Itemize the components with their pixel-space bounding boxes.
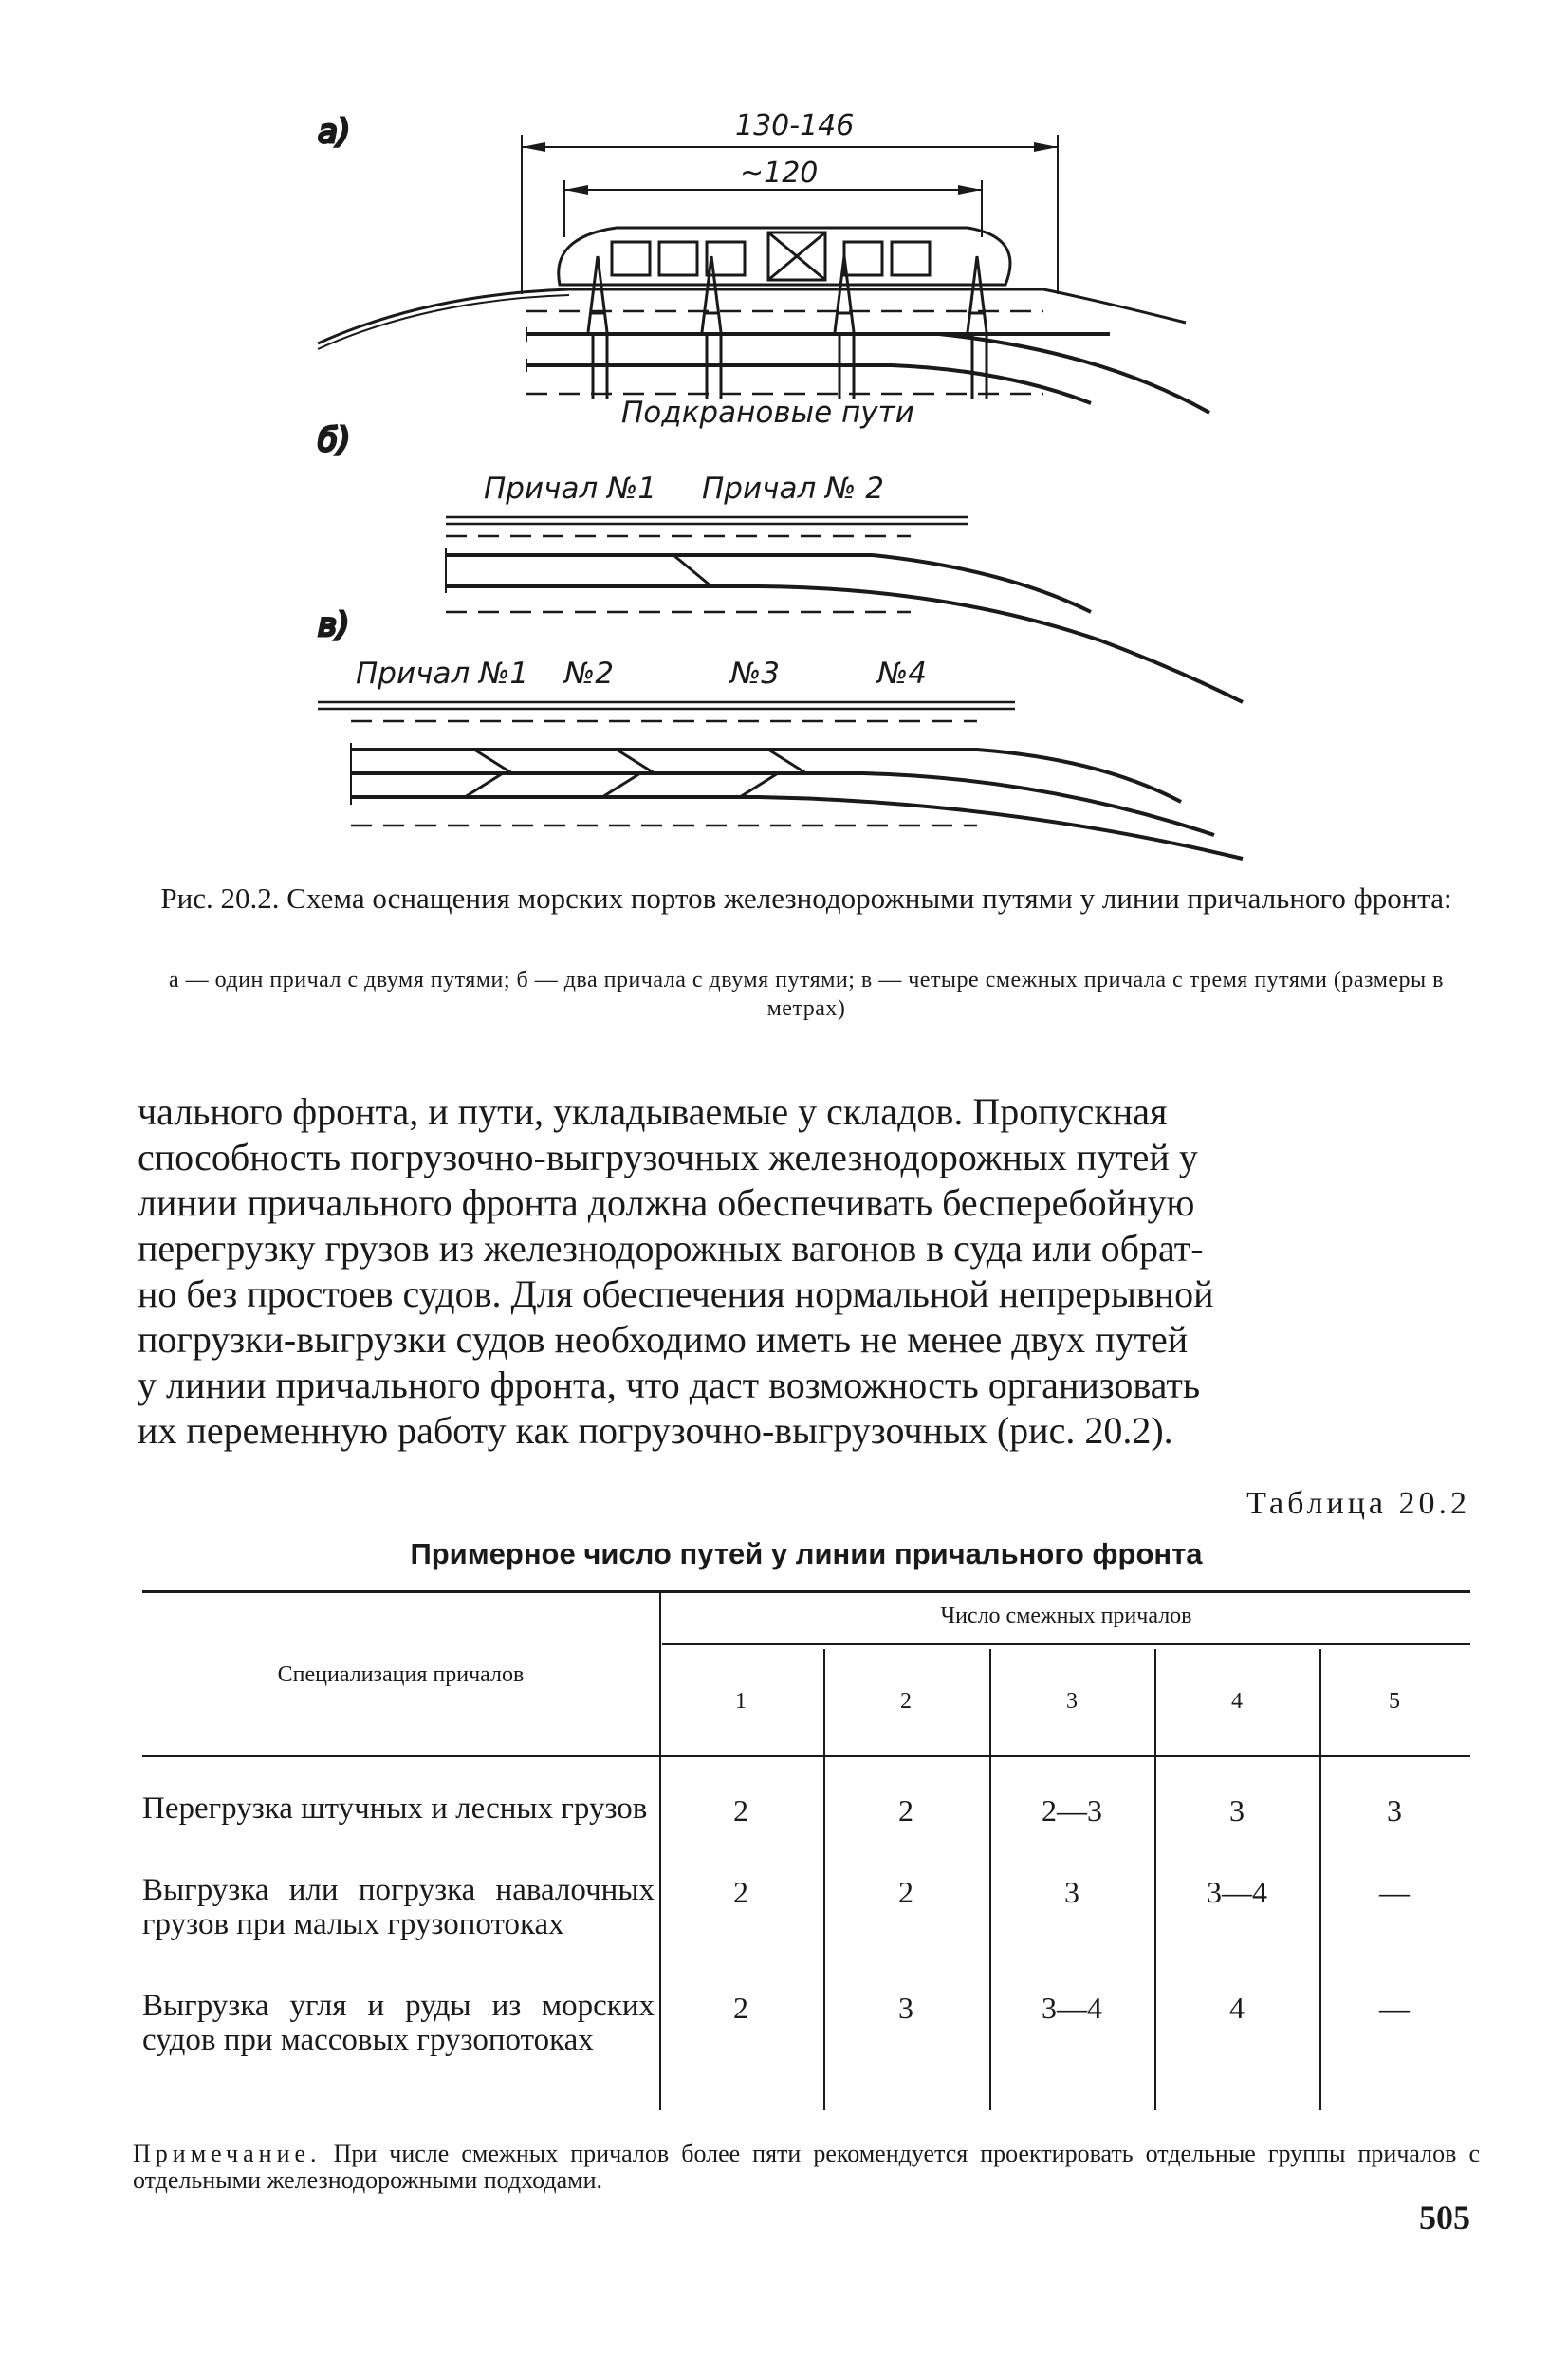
table-col-divider	[989, 1649, 991, 2110]
note-text: При числе смежных причалов более пяти рекомендуется проектировать отдельные группы причалов с отдельными железнодорожными подходами.	[133, 2140, 1480, 2194]
body-line: перегрузку грузов из железнодорожных вагонов в суда или обрат-	[138, 1227, 1204, 1270]
table-cell: —	[1379, 1875, 1410, 1909]
crane-tracks-label: Подкрановые пути	[621, 396, 914, 430]
table-col-divider	[823, 1649, 825, 2110]
figure-20-2	[285, 95, 1347, 930]
table-cell: —	[1379, 1991, 1410, 2025]
table-cell: 3—4	[1042, 1991, 1102, 2025]
header-col-3: 3	[1066, 1689, 1078, 1714]
body-line: у линии причального фронта, что даст возможность организовать	[138, 1364, 1201, 1406]
table-group-rule	[662, 1643, 1470, 1645]
row-label-piece-goods: Перегрузка штучных и лесных грузов	[142, 1791, 648, 1826]
table-cell: 3—4	[1207, 1875, 1267, 1909]
panel-label-v: в)	[318, 606, 350, 644]
table-col-divider	[1319, 1649, 1321, 2110]
figure-caption-legend: а — один причал с двумя путями; б — два причала с двумя путями; в — четыре смежных причала с тремя путями (размеры в метрах)	[169, 968, 1444, 1021]
table-cell: 2	[898, 1875, 913, 1909]
header-col-4: 4	[1231, 1689, 1243, 1714]
table-cell: 2	[733, 1875, 748, 1909]
panel-label-a: а)	[318, 113, 351, 151]
body-line: линии причального фронта должна обеспечивать бесперебойную	[138, 1181, 1195, 1224]
row-label-coal-ore: Выгрузка угля и руды из морских судов при массовых грузопотоках	[142, 1989, 655, 2057]
body-line: но без простоев судов. Для обеспечения нормальной непрерывной	[138, 1272, 1214, 1315]
body-paragraph	[138, 1089, 1466, 1454]
body-line: чального фронта, и пути, укладываемые у складов. Пропускная	[138, 1090, 1168, 1133]
table-cell: 3	[1229, 1793, 1245, 1828]
header-col-2: 2	[900, 1689, 912, 1714]
page-number: 505	[1419, 2199, 1470, 2236]
dim-outer-label: 130-146	[735, 109, 855, 142]
table-cell: 3	[898, 1991, 913, 2025]
table-cell: 2	[733, 1991, 748, 2025]
row-label-bulk-small: Выгрузка или погрузка навалочных грузов при малых грузопотоках	[142, 1873, 655, 1941]
table-cell: 2	[898, 1793, 913, 1828]
header-col-1: 1	[735, 1689, 747, 1714]
berth-v-4-label: №4	[877, 657, 927, 691]
body-line: погрузки-выгрузки судов необходимо иметь не менее двух путей	[138, 1318, 1189, 1361]
note-lead: Примечание.	[133, 2140, 322, 2167]
table-label: Таблица 20.2	[1246, 1486, 1470, 1521]
rail-scheme-diagram	[285, 95, 1347, 930]
header-adjacent-berths: Число смежных причалов	[940, 1604, 1192, 1628]
body-line: способность погрузочно-выгрузочных железнодорожных путей у	[138, 1136, 1198, 1178]
berth-v-2-label: №2	[564, 657, 614, 691]
table-title: Примерное число путей у линии причального фронта	[410, 1537, 1203, 1570]
table-cell: 2	[733, 1793, 748, 1828]
berth-v-1-label: Причал №1	[356, 657, 529, 691]
table-cell: 4	[1229, 1991, 1245, 2025]
figure-caption: Рис. 20.2. Схема оснащения морских портов железнодорожными путями у линии причального фронта:	[160, 881, 1452, 915]
table-cell: 3	[1064, 1875, 1079, 1909]
berth-v-3-label: №3	[730, 657, 780, 691]
berth-b-2-label: Причал № 2	[702, 472, 884, 506]
berth-tracks-table	[142, 1590, 1470, 2122]
dim-inner-label: ~120	[740, 157, 819, 190]
berth-b-1-label: Причал №1	[484, 472, 657, 506]
body-line: их переменную работу как погрузочно-выгрузочных (рис. 20.2).	[138, 1409, 1173, 1452]
panel-label-b: б)	[318, 421, 351, 459]
table-col-divider	[1154, 1649, 1156, 2110]
table-col-divider	[659, 1590, 661, 2110]
table-cell: 2—3	[1042, 1793, 1102, 1828]
header-specialization: Специализация причалов	[277, 1662, 525, 1687]
header-col-5: 5	[1389, 1689, 1400, 1714]
table-note	[133, 2141, 1480, 2194]
table-top-rule	[142, 1590, 1470, 1593]
table-cell: 3	[1387, 1793, 1402, 1828]
table-header-rule	[142, 1755, 1470, 1757]
